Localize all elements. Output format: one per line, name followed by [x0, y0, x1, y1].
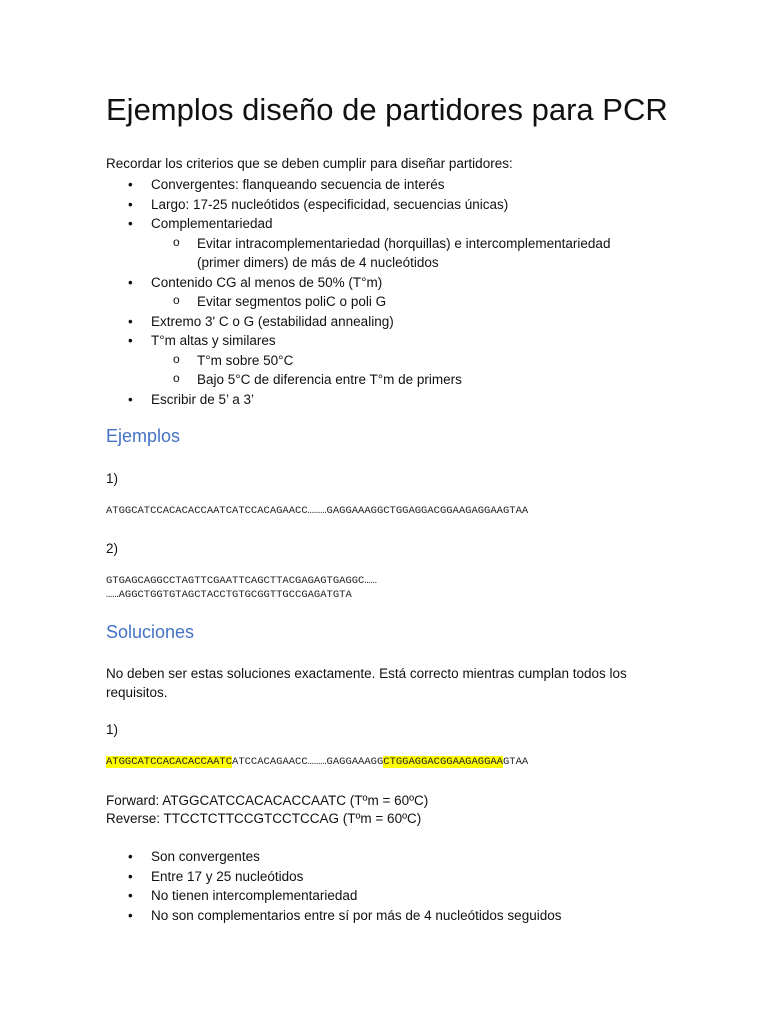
checks-list	[106, 847, 561, 925]
sequence-tail: GTAA	[503, 756, 529, 768]
check-item: • No tienen intercomplementariedad	[106, 886, 561, 906]
criteria-item: • Convergentes: flanqueando secuencia de interés	[106, 175, 610, 195]
example-1-sequence: ATGGCATCCACACACCAATCATCCACAGAACC………GAGGAAAGGCTGGAGGACGGAAGAGGAAGTAA	[106, 505, 529, 517]
solutions-heading: Soluciones	[106, 622, 195, 642]
criteria-subitem-continuation: (primer dimers) de más de 4 nucleótidos	[197, 255, 439, 270]
criteria-subitem: o Bajo 5°C de diferencia entre T°m de primers	[106, 370, 610, 390]
solution-1-label: 1)	[106, 722, 119, 737]
criteria-subitem: o T°m sobre 50°C	[106, 351, 610, 371]
page-title: Ejemplos diseño de partidores para PCR	[106, 92, 668, 127]
solution-1-sequence	[106, 756, 528, 769]
example-2-label: 2)	[106, 541, 119, 556]
criteria-item: • Escribir de 5’ a 3’	[106, 390, 610, 410]
criteria-item: • Contenido CG al menos de 50% (T°m)	[106, 273, 610, 293]
criteria-item: • Complementariedad	[106, 214, 610, 234]
reverse-primer: Reverse: TTCCTCTTCCGTCCTCCAG (Tºm = 60ºC)	[106, 811, 422, 826]
criteria-item: • Largo: 17-25 nucleótidos (especificidad, secuencias únicas)	[106, 195, 610, 215]
solutions-note: No deben ser estas soluciones exactamente. Está correcto mientras cumplan todos los requisitos.	[106, 666, 627, 700]
sequence-middle: ATCCACAGAACC………GAGGAAAGG	[232, 756, 384, 768]
criteria-item: • Extremo 3' C o G (estabilidad annealing)	[106, 312, 610, 332]
check-item: • No son complementarios entre sí por más de 4 nucleótidos seguidos	[106, 906, 561, 926]
example-2-sequence-line2: ……AGGCTGGTGTAGCTACCTGTGCGGTTGCCGAGATGTA	[106, 589, 352, 601]
criteria-list	[106, 175, 610, 409]
example-2-sequence-line1: GTGAGCAGGCCTAGTTCGAATTCAGCTTACGAGAGTGAGGC……	[106, 575, 377, 587]
check-item: • Son convergentes	[106, 847, 561, 867]
forward-primer-highlight: ATGGCATCCACACACCAATC	[106, 756, 233, 768]
examples-heading: Ejemplos	[106, 426, 181, 446]
reverse-primer-highlight: CTGGAGGACGGAAGAGGAA	[383, 756, 503, 768]
criteria-item: • T°m altas y similares	[106, 331, 610, 351]
example-1-label: 1)	[106, 471, 119, 486]
criteria-subitem: o Evitar segmentos poliC o poli G	[106, 292, 610, 312]
forward-primer: Forward: ATGGCATCCACACACCAATC (Tºm = 60ºC)	[106, 793, 429, 808]
criteria-intro: Recordar los criterios que se deben cumplir para diseñar partidores:	[106, 156, 513, 171]
check-item: • Entre 17 y 25 nucleótidos	[106, 867, 561, 887]
criteria-subitem: o Evitar intracomplementariedad (horquillas) e intercomplementariedad	[106, 234, 610, 254]
